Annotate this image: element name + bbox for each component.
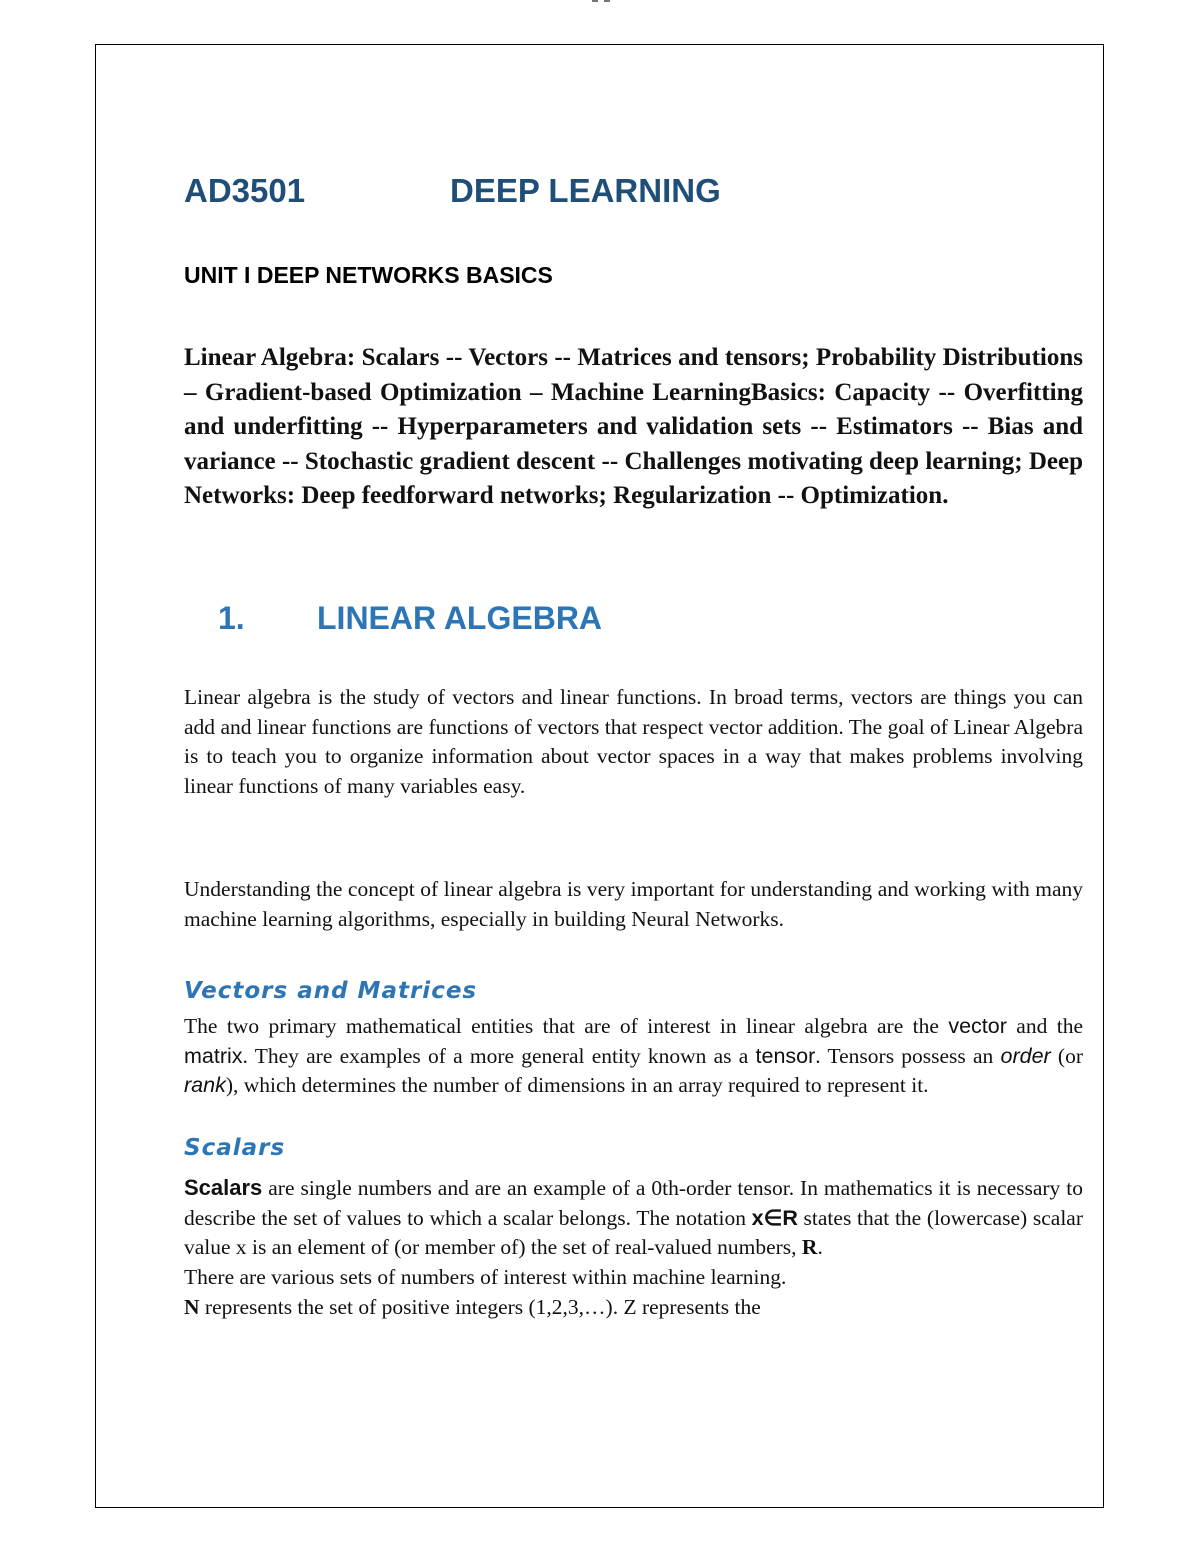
- notation: x∈R: [751, 1205, 798, 1230]
- term-vector: vector: [948, 1014, 1007, 1038]
- term-scalars: Scalars: [184, 1175, 263, 1200]
- paragraph-understanding: Understanding the concept of linear algebra is very important for understanding and working with many machine learning algorithms, especially in building Neural Networks.: [184, 877, 1083, 931]
- term-order: order: [1000, 1043, 1051, 1068]
- term-tensor: tensor: [755, 1043, 816, 1068]
- text: ), which determines the number of dimensions in an array required to represent it.: [225, 1073, 929, 1098]
- text: . They are examples of a more general entity known as a: [242, 1043, 756, 1068]
- page-top-mark: [592, 0, 610, 4]
- course-code: AD3501: [184, 172, 306, 209]
- unit-title: UNIT I DEEP NETWORKS BASICS: [184, 262, 553, 288]
- text: and the: [1006, 1014, 1083, 1038]
- subheading-vectors-matrices: Vectors and Matrices: [184, 978, 478, 1004]
- section-heading: [218, 600, 1117, 637]
- text: (or: [1050, 1043, 1084, 1068]
- sets-line: There are various sets of numbers of interest within machine learning.: [184, 1265, 787, 1290]
- subheading-scalars: Scalars: [184, 1135, 286, 1161]
- paragraph-vectors: [184, 1012, 1083, 1101]
- course-title: DEEP LEARNING: [450, 172, 721, 209]
- term-rank: rank: [184, 1073, 226, 1098]
- set-R: R: [801, 1235, 818, 1260]
- section-title: LINEAR ALGEBRA: [317, 600, 603, 636]
- term-matrix: matrix: [184, 1043, 243, 1068]
- text: states that the (lowercase) scalar value x is an element of (or member of) the set of real-valued numbers,: [184, 1205, 1083, 1260]
- text: . Tensors possess an: [815, 1043, 1001, 1068]
- set-N: N: [184, 1294, 200, 1319]
- paragraph-scalars: [184, 1173, 1083, 1323]
- syllabus-paragraph: Linear Algebra: Scalars -- Vectors -- Matrices and tensors; Probability Distributions – Gradient-based Optimization – Machine LearningBasics: Capacity -- Overfitting and underfitting -- Hyperparameters and validation sets -- Estimators -- Bias and variance -- Stochastic gradient descent -- Challenges motivating deep learning; Deep Networks: Deep feedforward networks; Regularization -- Optimization.: [184, 344, 1083, 509]
- document-title: [184, 172, 1083, 210]
- section-number: 1.: [218, 600, 245, 636]
- sets-line-2: represents the set of positive integers (1,2,3,…). Z represents the: [199, 1294, 761, 1319]
- paragraph-linear-algebra: Linear algebra is the study of vectors and linear functions. In broad terms, vectors are things you can add and linear functions are functions of vectors that respect vector addition. The goal of Linear Algebra is to teach you to organize information about vector spaces in a way that makes problems involving linear functions of many variables easy.: [184, 685, 1083, 799]
- text: The two primary mathematical entities that are of interest in linear algebra are the: [184, 1014, 949, 1038]
- text: .: [817, 1235, 823, 1260]
- text: are single numbers and are an example of a 0th-order tensor. In mathematics it is necessary to describe the set of values to which a scalar belongs. The notation: [184, 1176, 1083, 1230]
